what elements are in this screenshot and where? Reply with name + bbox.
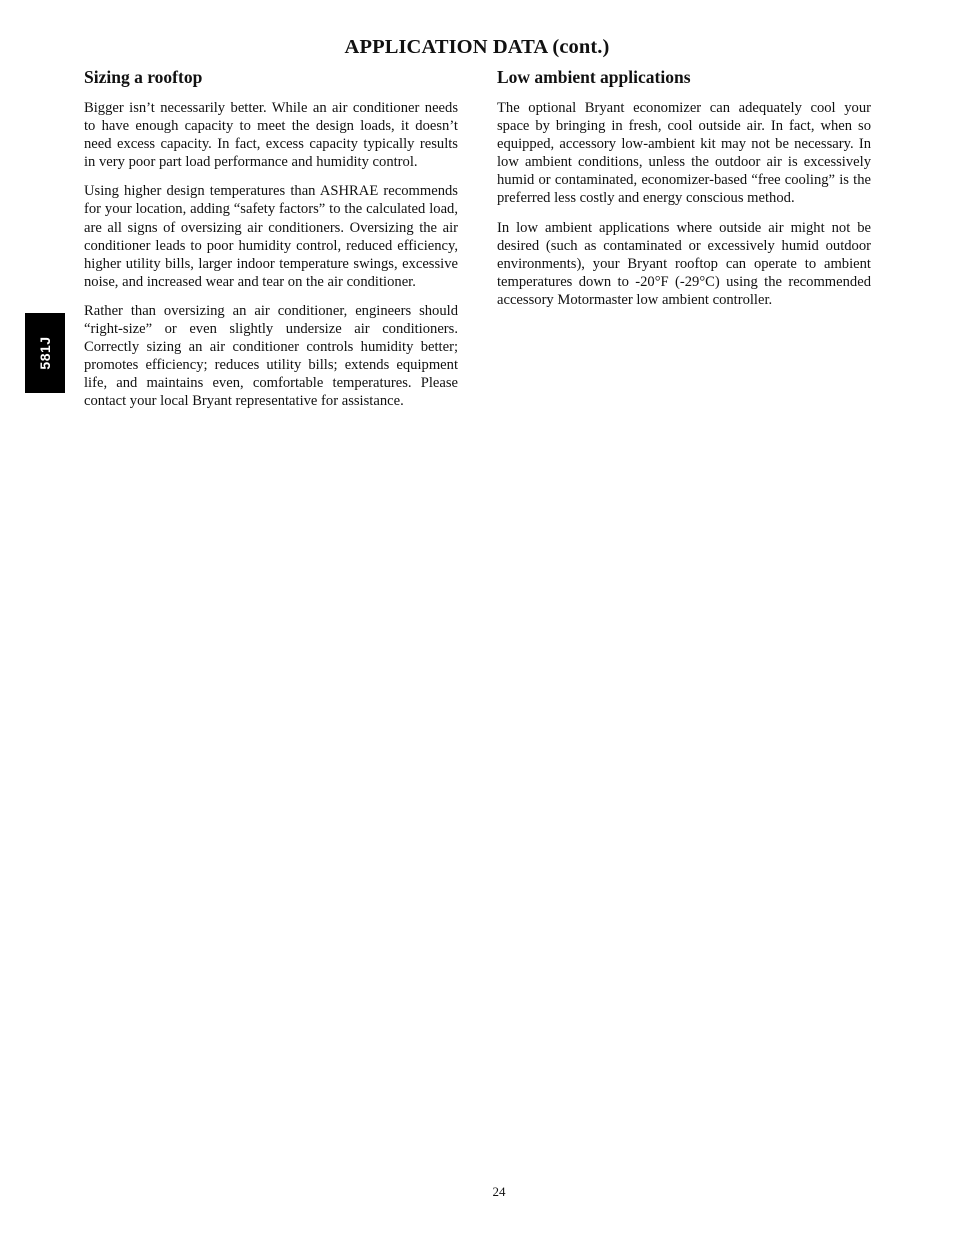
paragraph: In low ambient applications where outside air might not be desired (such as contaminated or excessively humid outdoor environments), your Bryant rooftop can operate to ambient temperatures down to -20°F (-29°C) using the recommended accessory Motormaster low ambient controller.: [497, 219, 871, 308]
page-title: APPLICATION DATA (cont.): [344, 36, 610, 58]
right-column: [497, 66, 871, 309]
model-side-tab: [25, 313, 65, 393]
paragraph: Using higher design temperatures than ASHRAE recommends for your location, adding “safety factors” to the calculated load, are all signs of oversizing air conditioners. Oversizing the air conditioner leads to poor humidity control, reduced efficiency, higher utility bills, larger indoor temperature swings, excessive noise, and increased wear and tear on the air conditioner.: [84, 183, 458, 290]
paragraph: Bigger isn’t necessarily better. While an air conditioner needs to have enough capacity to meet the design loads, it doesn’t need excess capacity. In fact, excess capacity typically results in very poor part load performance and humidity control.: [84, 100, 458, 171]
section-heading-low-ambient: Low ambient applications: [497, 67, 691, 87]
section-heading-sizing: Sizing a rooftop: [84, 67, 203, 87]
model-side-tab-label: 581J: [37, 336, 53, 370]
paragraph: The optional Bryant economizer can adequately cool your space by bringing in fresh, cool outside air. In fact, when so equipped, accessory low-ambient kit may not be necessary. In low ambient conditions, unless the outdoor air is excessively humid or contaminated, economizer-based “free cooling” is the preferred less costly and energy conscious method.: [497, 100, 871, 207]
left-column: [84, 66, 458, 411]
page-number: 24: [492, 1184, 506, 1199]
paragraph: Rather than oversizing an air conditioner, engineers should “right-size” or even slightly undersize air conditioners. Correctly sizing an air conditioner controls humidity better; promotes efficiency; reduces utility bills; extends equipment life, and maintains even, comfortable temperatures. Please contact your local Bryant representative for assistance.: [84, 302, 458, 410]
